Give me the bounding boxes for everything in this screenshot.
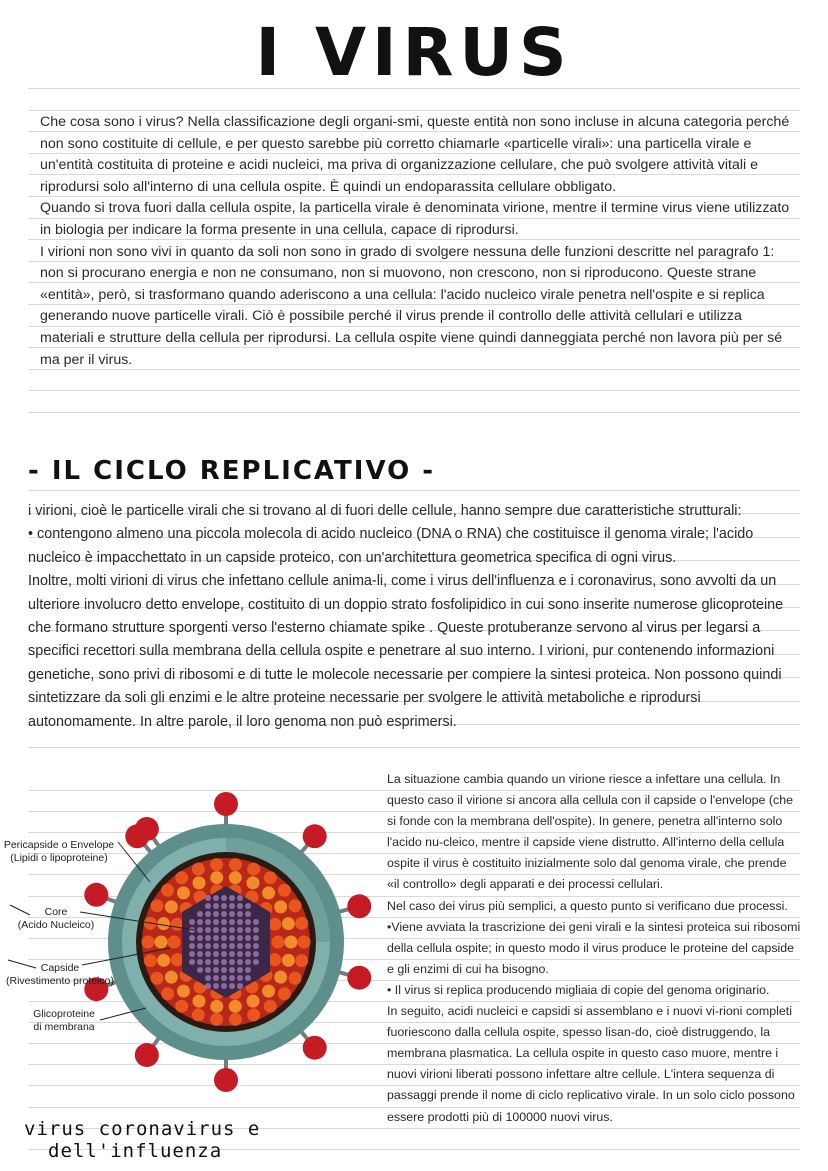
core-dot [213,983,219,989]
core-dot [229,903,235,909]
side-paragraph-5: In seguito, acidi nucleici e capsidi si assemblano e i nuovi vi-rioni completi fuoriescono dalla cellula ospite, spesso lisan-do, cioè distruggendo, la membrana plasmatica. La cellula ospite in questo caso muore, mentre i nuovi virioni liberati possono infettare altre cellule. L'intera sequenza di passaggi prende il nome di ciclo replicativo virale. In un solo ciclo possono essere prodotti più di 100000 nuovi virus. [387,1004,795,1124]
section-paragraph-2: • contengono almeno una piccola molecola di acido nucleico (DNA o RNA) che costituisce il genoma virale; l'acido nucleico è impacchettato in un capside proteico, con un'architettura geometrica specifica di ogni virus. [28,526,754,566]
intro-paragraph-1: Che cosa sono i virus? Nella classificazione degli organi-smi, queste entità non sono incluse in alcuna categoria perché non sono costituite di cellule, e per questo sarebbe più corretto chiamarle «particelle virali»: una particella virale e un'entità costituita di proteine e acidi nucleici, ma priva di organizzazione cellulare, che può svolgere attività vitali e riprodursi solo all'interno di una cellula ospite. È quindi un endoparassita cellulare obbligato. [40,114,790,195]
core-dot [245,919,251,925]
core-dot [253,919,259,925]
capsomere [177,886,190,899]
capsomere [268,918,281,931]
spike-glycoprotein [303,824,327,848]
capsomere [229,858,242,871]
core-dot [221,951,227,957]
core-dot [253,951,259,957]
capsomere [192,863,205,876]
capsomere [168,936,181,949]
capsomere [210,858,223,871]
core-dot [229,959,235,965]
spike-glycoprotein [125,824,149,848]
ruled-line [28,412,800,413]
core-dot [189,935,195,941]
spike-glycoprotein [135,1043,159,1067]
capsomere [278,987,291,1000]
capsomere [171,953,184,966]
capsomere [150,972,163,985]
capsomere [192,995,205,1008]
ruled-line [28,747,800,748]
core-dot [237,895,243,901]
core-dot [205,975,211,981]
core-dot [237,911,243,917]
capsomere [262,886,275,899]
capsomere [247,863,260,876]
core-dot [253,935,259,941]
capsomere [175,1000,188,1013]
core-dot [253,959,259,965]
capsomere [272,936,285,949]
core-dot [221,911,227,917]
core-dot [189,959,195,965]
capsomere [161,987,174,1000]
capsomere [262,985,275,998]
ruled-line [28,390,800,391]
capsomere [298,936,311,949]
core-dot [213,903,219,909]
core-dot [205,943,211,949]
intro-text [40,112,792,371]
core-dot [237,951,243,957]
capsomere [229,1013,242,1026]
side-paragraph-1: La situazione cambia quando un virione riesce a infettare una cellula. In questo caso il virione si ancora alla cellula con il capside o l'envelope (che si fonde con la membrana dell'ospite). In genere, penetra all'interno solo l'acido nu-cleico, mentre il capside viene distrutto. All'interno della cellula ospite il virus è costituito inizialmente solo dal genoma virale, che prende «il controllo» degli apparati e dei processi cellulari. [387,772,793,892]
core-dot [213,951,219,957]
core-dot [213,895,219,901]
core-dot [205,919,211,925]
core-dot [205,959,211,965]
core-dot [221,919,227,925]
core-dot [229,967,235,973]
core-dot [221,935,227,941]
core-dot [229,975,235,981]
capsomere [161,884,174,897]
label-glicoproteine: Glicoproteine di membrana [33,1008,95,1033]
core-dot [213,935,219,941]
capsomere [210,1013,223,1026]
capsomere [155,936,168,949]
core-dot [189,919,195,925]
section-body [28,500,798,734]
core-dot [213,959,219,965]
core-dot [237,959,243,965]
core-dot [205,895,211,901]
capsomere [210,1000,223,1013]
core-dot [197,943,203,949]
capsomere [282,954,295,967]
capsomere [282,917,295,930]
capsomere [229,871,242,884]
core-dot [221,975,227,981]
core-dot [213,919,219,925]
label-core: Core (Acido Nucleico) [17,906,95,931]
section-paragraph-1: i virioni, cioè le particelle virali che si trovano al di fuori delle cellule, hanno sempre due caratteristiche strutturali: [28,503,742,519]
label-envelope: Pericapside o Envelope (Lipidi o lipoproteine) [3,839,115,864]
core-dot [221,967,227,973]
core-dot [221,983,227,989]
core-dot [205,927,211,933]
spike-glycoprotein [84,883,108,907]
intro-paragraph-3: I virioni non sono vivi in quanto da soli non sono in grado di svolgere nessuna delle funzioni descritte nel paragrafo 1: non si procurano energia e non ne consumano, non si muovono, non crescono, non si riproducono. Queste strane «entità», però, si trasformano quando aderiscono a una cellula: l'acido nucleico virale penetra nell'ospite e si replica generando nuove particelle virali. Ciò è possibile perché il virus prende il controllo delle attività cellulari e utilizza materiali e strutture della cellula per riprodursi. La cellula ospite viene quindi danneggiata perché non lavora più per sé ma per il virus. [40,243,783,368]
capsomere [157,954,170,967]
core-dot [213,911,219,917]
page-title: I VIRUS [255,14,573,91]
core-dot [245,943,251,949]
side-paragraph-3: •Viene avviata la trascrizione dei geni virali e la sintesi proteica sui ribosomi della cellula ospite; in questo modo il virus produce le proteine del capside e gli enzimi di cui ha bisogno. [387,919,801,976]
ruled-line [28,490,800,491]
core-dot [229,927,235,933]
core-dot [253,943,259,949]
core-dot [205,983,211,989]
core-dot [229,983,235,989]
capsomere [247,876,260,889]
core-dot [221,927,227,933]
core-dot [245,911,251,917]
side-paragraph-2: Nel caso dei virus più semplici, a questo punto si verificano due processi. [387,898,788,913]
capsomere [157,917,170,930]
core-dot [237,935,243,941]
spike-glycoprotein [214,792,238,816]
core-dot [213,975,219,981]
capsomere [175,871,188,884]
capsomere [289,972,302,985]
capsomere [278,884,291,897]
capsomere [144,954,157,967]
capsomere [295,917,308,930]
core-dot [245,935,251,941]
core-dot [253,927,259,933]
figure-caption: virus coronavirus e dell'influenza [24,1118,261,1162]
core-dot [245,967,251,973]
core-dot [197,919,203,925]
capsomere [229,1000,242,1013]
capsomere [165,900,178,913]
core-dot [237,975,243,981]
core-dot [245,903,251,909]
core-dot [237,903,243,909]
core-dot [229,919,235,925]
core-dot [229,911,235,917]
capsomere [210,871,223,884]
section-title: - IL CICLO REPLICATIVO - [28,456,436,486]
spike-glycoprotein [303,1036,327,1060]
section-paragraph-3: Inoltre, molti virioni di virus che infettano cellule anima-li, come i virus dell'influenza e i coronavirus, sono avvolti da un ulteriore involucro detto envelope, costituito di un doppio strato fosfolipidico in cui sono inserite numerose glicoproteine che formano strutture sporgenti verso l'esterno chiamate spike . Queste protuberanze servono al virus per legarsi a specifici recettori sulla membrana della cellula ospite e penetrare al suo interno. I virioni, pur contenendo informazioni genetiche, sono privi di ribosomi e di tutte le molecole necessarie per compiere la sintesi proteica. Non possono quindi sintetizzare da soli gli enzimi e le altre proteine necessarie per svolgere le attività metaboliche e riprodursi autonomamente. In altre parole, il loro genoma non può esprimersi. [28,573,784,730]
core-dot [213,927,219,933]
capsomere [268,953,281,966]
capsomere [289,899,302,912]
core-dot [237,943,243,949]
core-dot [205,903,211,909]
core-dot [229,943,235,949]
core-dot [189,951,195,957]
core-dot [237,927,243,933]
capsomere [177,985,190,998]
virus-diagram [0,790,380,1100]
core-dot [197,951,203,957]
core-dot [229,935,235,941]
core-dot [221,903,227,909]
capsomere [295,954,308,967]
core-dot [205,935,211,941]
capsomere [247,1008,260,1021]
capsomere [274,900,287,913]
ruled-line [28,110,800,111]
core-dot [205,911,211,917]
core-dot [221,943,227,949]
core-dot [237,967,243,973]
core-dot [245,927,251,933]
core-dot [197,911,203,917]
core-dot [197,959,203,965]
core-dot [229,895,235,901]
core-dot [221,959,227,965]
core-dot [197,935,203,941]
core-dot [205,951,211,957]
capsomere [192,1008,205,1021]
intro-paragraph-2: Quando si trova fuori dalla cellula ospite, la particella virale è denominata virione, mentre il termine virus viene utilizzato in biologia per indicare la forma presente in una cellula, capace di riprodursi. [40,200,790,238]
capsomere [192,876,205,889]
capsomere [165,971,178,984]
spike-glycoprotein [347,966,371,990]
capsomere [285,936,298,949]
label-capside: Capside (Rivestimento proteico) [6,962,114,987]
core-dot [245,975,251,981]
virus-illustration [0,790,380,1100]
core-dot [237,983,243,989]
core-dot [237,919,243,925]
spike-glycoprotein [347,894,371,918]
core-dot [197,927,203,933]
core-dot [221,895,227,901]
core-dot [245,951,251,957]
spike-glycoprotein [214,1068,238,1092]
capsomere [274,971,287,984]
capsomere [264,1000,277,1013]
core-dot [189,943,195,949]
capsomere [264,871,277,884]
side-text [387,769,801,1128]
side-paragraph-4: • Il virus si replica producendo migliaia di copie del genoma originario. [387,982,770,997]
core-dot [197,967,203,973]
capsomere [150,899,163,912]
capsomere [247,995,260,1008]
capsomere [142,936,155,949]
core-dot [245,959,251,965]
core-dot [213,943,219,949]
capsomere [171,918,184,931]
core-dot [205,967,211,973]
core-dot [229,951,235,957]
core-dot [213,967,219,973]
